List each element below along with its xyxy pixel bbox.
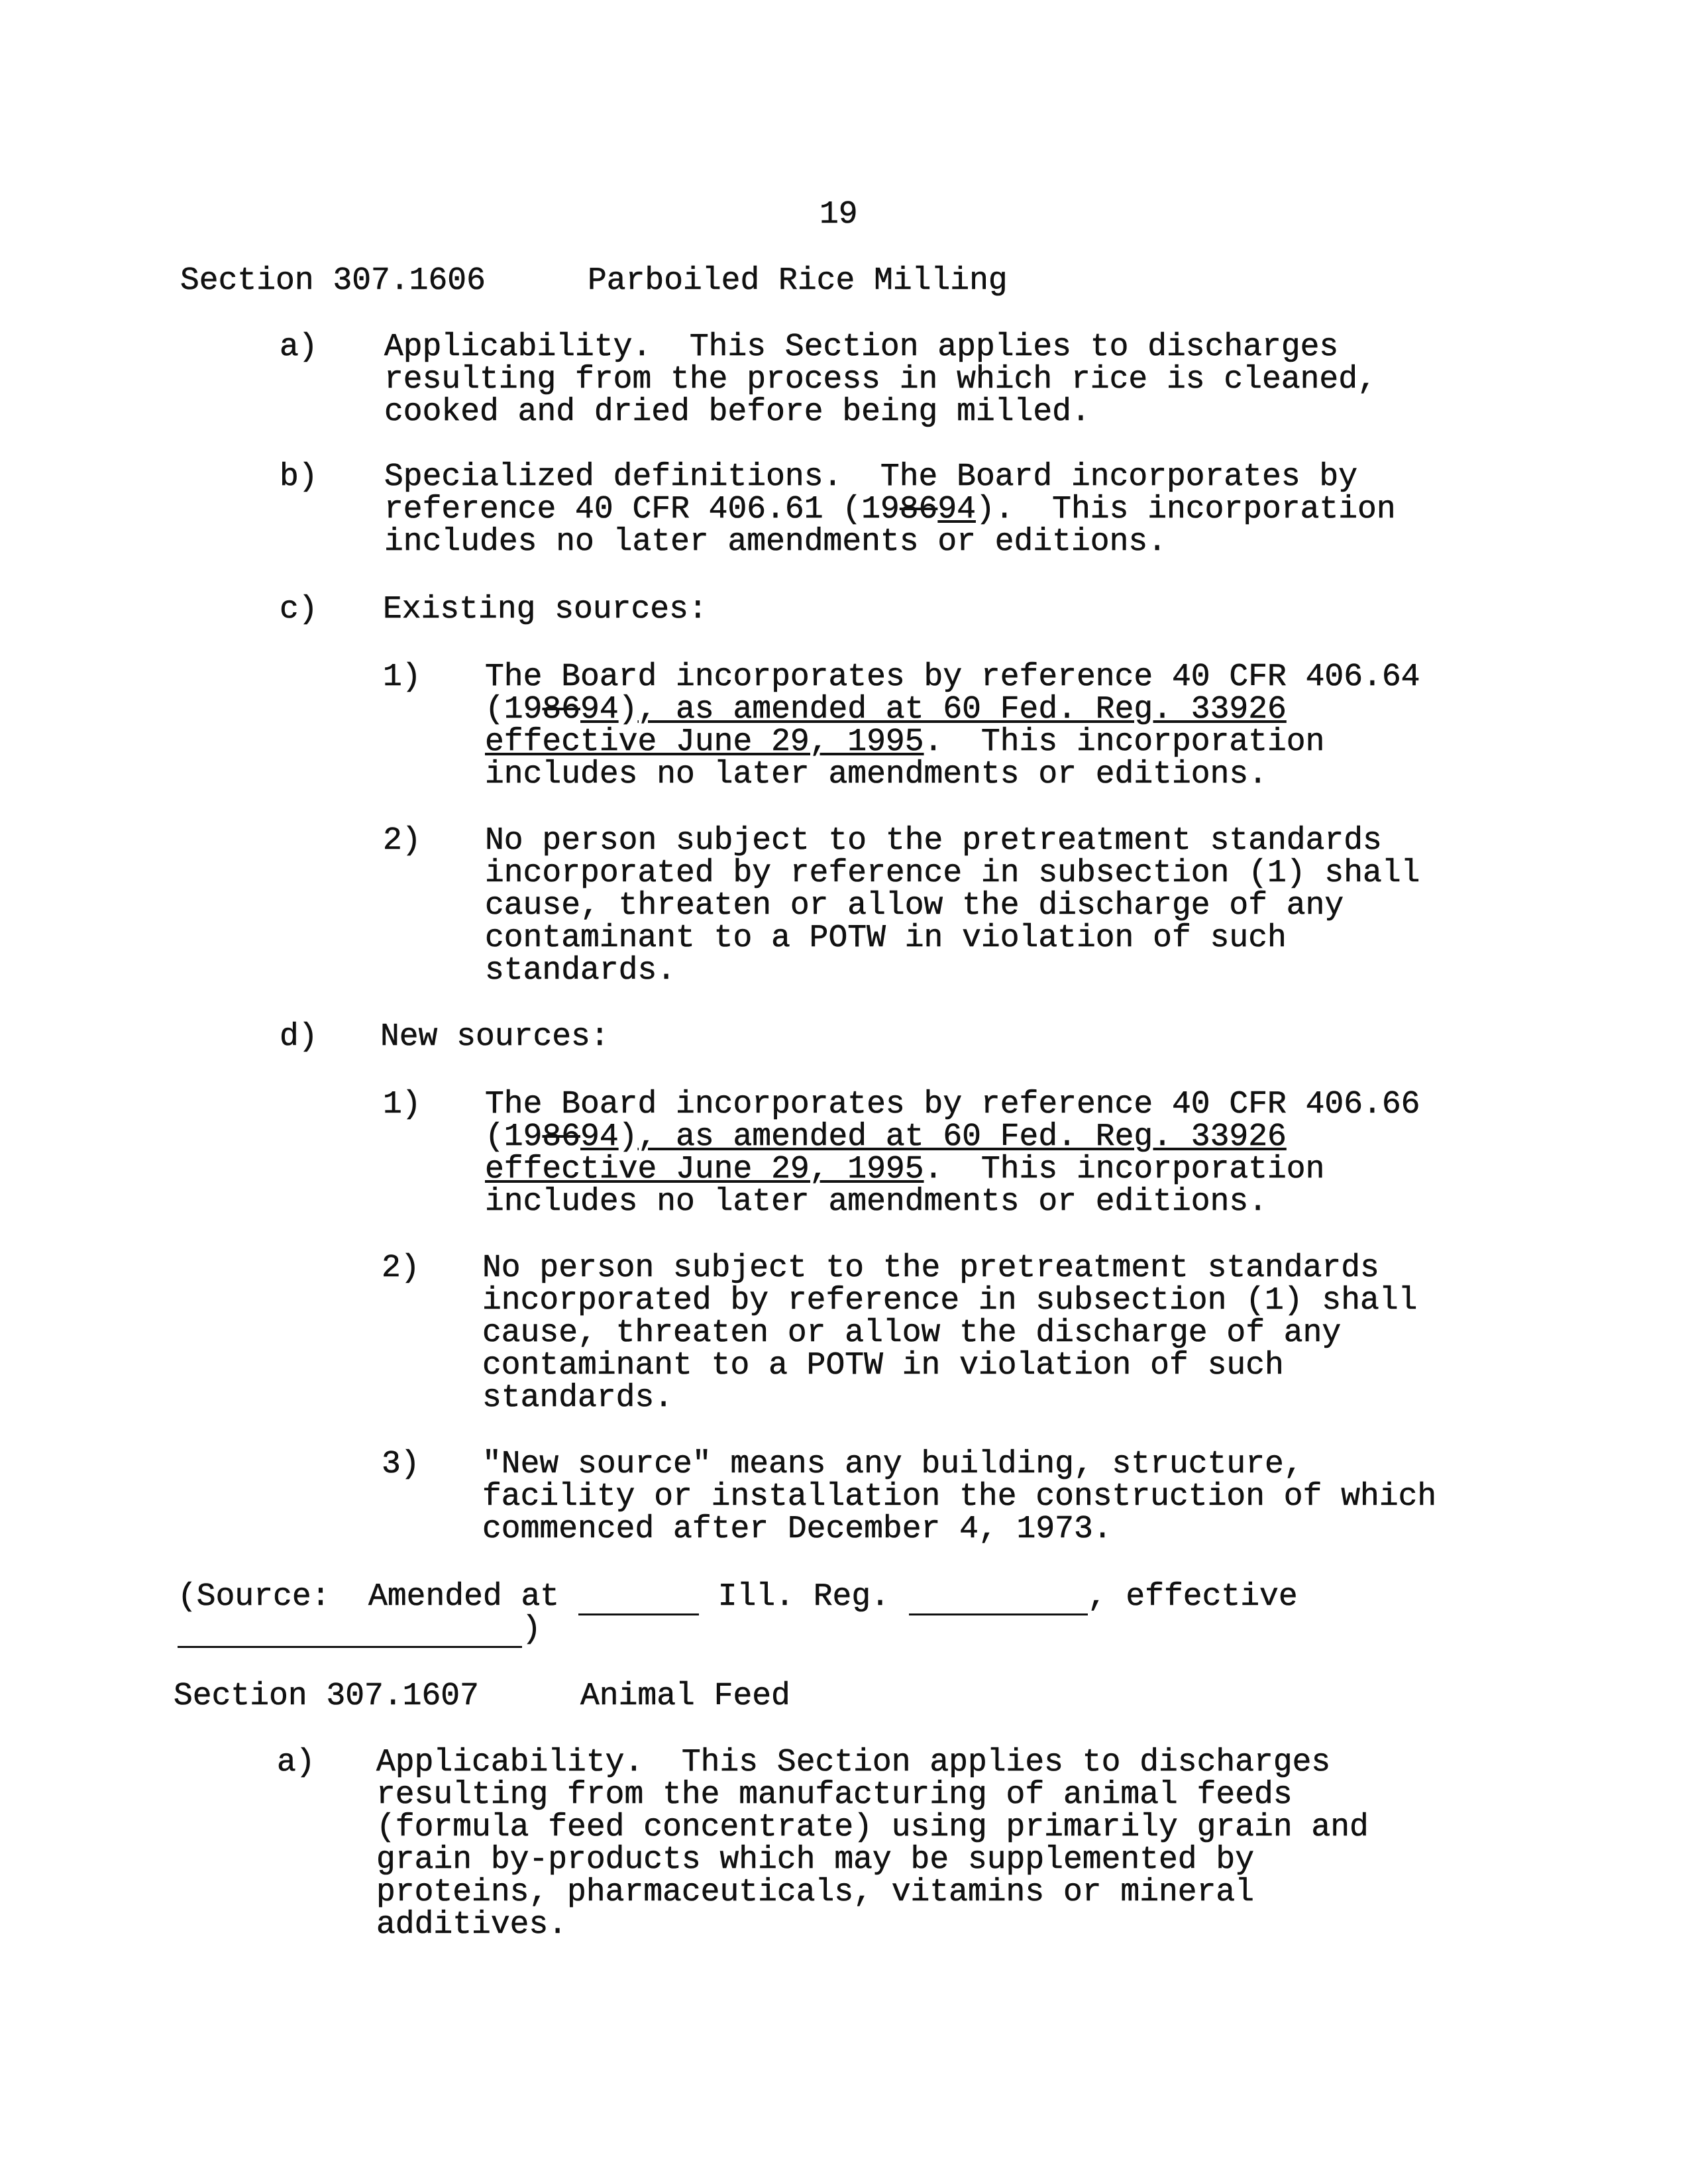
paragraph-line: includes no later amendments or editions. (485, 757, 1267, 792)
section-number: Section 307.1606 (180, 263, 486, 299)
paragraph-line: grain by-products which may be supplemented by (376, 1842, 1255, 1878)
paragraph-line: "New source" means any building, structure, (482, 1447, 1303, 1482)
subsection-label: d) (280, 1019, 318, 1055)
paragraph-line: No person subject to the pretreatment standards (485, 823, 1382, 859)
paragraph-line: facility or installation the construction of which (482, 1479, 1437, 1515)
paragraph-line: effective June 29, 1995. This incorporation (485, 724, 1325, 760)
paragraph-line: incorporated by reference in subsection (1) shall (482, 1283, 1418, 1319)
paragraph-line: standards. (482, 1380, 674, 1416)
paragraph-line: resulting from the manufacturing of animal feeds (376, 1777, 1293, 1813)
paragraph-line: proteins, pharmaceuticals, vitamins or mineral (376, 1875, 1255, 1910)
paragraph-line: reference 40 CFR 406.61 (198694). This incorporation (384, 492, 1396, 527)
paragraph-line: Applicability. This Section applies to discharges (376, 1745, 1331, 1780)
paragraph-line: includes no later amendments or editions. (384, 524, 1167, 560)
paragraph-line: Specialized definitions. The Board incorporates by (384, 459, 1358, 495)
paragraph-line: contaminant to a POTW in violation of such (482, 1348, 1284, 1384)
blank-line (178, 1613, 522, 1648)
inserted-text: , as amended at 60 Fed. Reg. 33926 (637, 1119, 1287, 1155)
blank-line (909, 1581, 1088, 1615)
paragraph-line: standards. (485, 953, 676, 989)
inserted-text: 94 (937, 492, 976, 527)
paragraph-line: cause, threaten or allow the discharge of any (485, 888, 1344, 924)
paragraph-line: The Board incorporates by reference 40 CFR 406.64 (485, 659, 1420, 695)
paragraph-line: (formula feed concentrate) using primarily grain and (376, 1810, 1369, 1845)
subsection-label: c) (280, 592, 318, 628)
paragraph-line: (198694), as amended at 60 Fed. Reg. 33926 (485, 1119, 1287, 1155)
paragraph-line: (198694), as amended at 60 Fed. Reg. 33926 (485, 692, 1287, 728)
paragraph-line: Existing sources: (383, 592, 708, 628)
source-note: (Source: Amended at Ill. Reg. , effective (178, 1579, 1298, 1615)
item-label: 2) (382, 1250, 420, 1286)
deleted-text: 86 (542, 1119, 581, 1155)
paragraph-line: New sources: (380, 1019, 610, 1055)
inserted-text: effective June 29, 1995 (485, 724, 924, 760)
paragraph-line: cause, threaten or allow the discharge of any (482, 1315, 1342, 1351)
subsection-label: b) (280, 459, 318, 495)
paragraph-line: The Board incorporates by reference 40 CFR 406.66 (485, 1087, 1420, 1122)
inserted-text: 94 (580, 692, 619, 728)
paragraph-line: effective June 29, 1995. This incorporation (485, 1152, 1325, 1187)
item-label: 3) (382, 1447, 420, 1482)
source-note: ) (178, 1613, 541, 1648)
inserted-text: 94 (580, 1119, 619, 1155)
section-title: Animal Feed (580, 1678, 790, 1714)
deleted-text: 86 (899, 492, 938, 527)
paragraph-line: incorporated by reference in subsection (1) shall (485, 855, 1420, 891)
paragraph-line: commenced after December 4, 1973. (482, 1511, 1112, 1547)
paragraph-line: includes no later amendments or editions. (485, 1184, 1267, 1220)
subsection-label: a) (277, 1745, 315, 1780)
section-number: Section 307.1607 (174, 1678, 479, 1714)
item-label: 1) (383, 1087, 421, 1122)
item-label: 1) (383, 659, 421, 695)
page-number: 19 (820, 197, 858, 233)
inserted-text: effective June 29, 1995 (485, 1152, 924, 1187)
paragraph-line: cooked and dried before being milled. (384, 394, 1090, 430)
paragraph-line: No person subject to the pretreatment standards (482, 1250, 1379, 1286)
section-title: Parboiled Rice Milling (588, 263, 1008, 299)
inserted-text: , as amended at 60 Fed. Reg. 33926 (637, 692, 1287, 728)
paragraph-line: Applicability. This Section applies to discharges (384, 329, 1339, 365)
deleted-text: 86 (542, 692, 581, 728)
item-label: 2) (383, 823, 421, 859)
paragraph-line: contaminant to a POTW in violation of such (485, 920, 1287, 956)
paragraph-line: resulting from the process in which rice is cleaned, (384, 362, 1377, 398)
subsection-label: a) (280, 329, 318, 365)
blank-line (578, 1581, 699, 1615)
paragraph-line: additives. (376, 1907, 568, 1943)
